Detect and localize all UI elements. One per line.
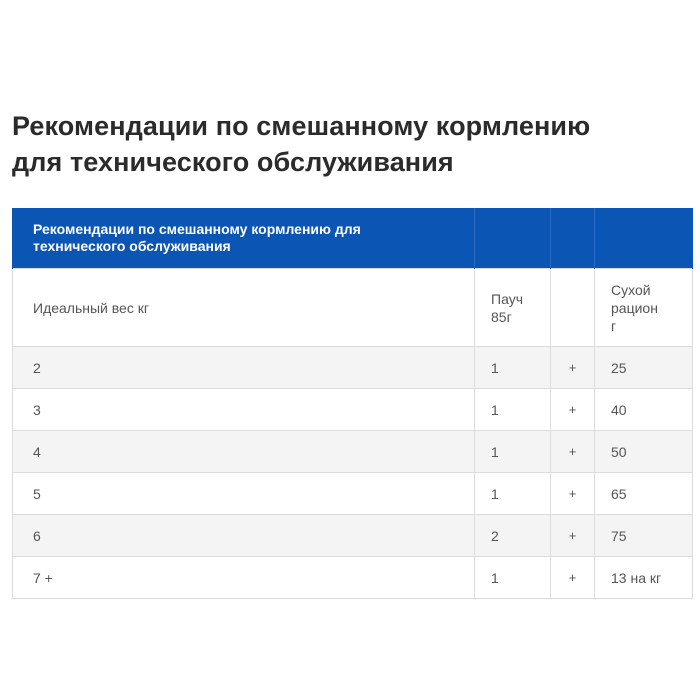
cell-pouch: 1 — [475, 347, 551, 389]
cell-plus: + — [551, 389, 595, 431]
cell-weight: 6 — [13, 515, 475, 557]
table-header-cell-plus — [551, 208, 595, 269]
column-header-dry-line-1: Сухой — [611, 281, 651, 298]
cell-weight: 7 + — [13, 557, 475, 599]
column-header-dry-line-2: рацион — [611, 299, 658, 316]
cell-plus: + — [551, 557, 595, 599]
cell-weight: 5 — [13, 473, 475, 515]
table-row — [13, 389, 693, 431]
cell-pouch: 1 — [475, 473, 551, 515]
cell-weight: 2 — [13, 347, 475, 389]
cell-pouch: 2 — [475, 515, 551, 557]
cell-dry: 75 — [595, 515, 693, 557]
cell-plus: + — [551, 515, 595, 557]
column-header-pouch-line-2: 85г — [491, 308, 512, 325]
table-row — [13, 557, 693, 599]
table-header-line-1: Рекомендации по смешанному кормлению для — [33, 221, 361, 237]
cell-pouch: 1 — [475, 557, 551, 599]
column-header-row — [13, 269, 693, 347]
table-row — [13, 515, 693, 557]
cell-weight: 4 — [13, 431, 475, 473]
column-header-pouch — [475, 269, 551, 347]
cell-dry: 65 — [595, 473, 693, 515]
cell-plus: + — [551, 431, 595, 473]
table-row — [13, 431, 693, 473]
column-header-plus — [551, 269, 595, 347]
cell-dry: 50 — [595, 431, 693, 473]
cell-dry: 25 — [595, 347, 693, 389]
page-title-line-1: Рекомендации по смешанному кормлению — [12, 111, 591, 141]
table-row — [13, 473, 693, 515]
cell-dry: 13 на кг — [595, 557, 693, 599]
table-header-line-2: технического обслуживания — [33, 238, 231, 254]
column-header-dry — [595, 269, 693, 347]
column-header-pouch-line-1: Пауч — [491, 290, 523, 307]
cell-weight: 3 — [13, 389, 475, 431]
cell-pouch: 1 — [475, 389, 551, 431]
cell-dry: 40 — [595, 389, 693, 431]
table-header-cell-dry — [595, 208, 693, 269]
table-row — [13, 347, 693, 389]
cell-plus: + — [551, 347, 595, 389]
table-header-row — [13, 208, 693, 269]
cell-pouch: 1 — [475, 431, 551, 473]
page-title — [12, 108, 682, 180]
table-header-cell-pouch — [475, 208, 551, 269]
page-title-line-2: для технического обслуживания — [12, 147, 454, 177]
column-header-dry-line-3: г — [611, 317, 617, 334]
column-header-weight: Идеальный вес кг — [13, 269, 475, 347]
cell-plus: + — [551, 473, 595, 515]
feeding-table — [12, 208, 693, 599]
table-header-title — [13, 208, 475, 269]
